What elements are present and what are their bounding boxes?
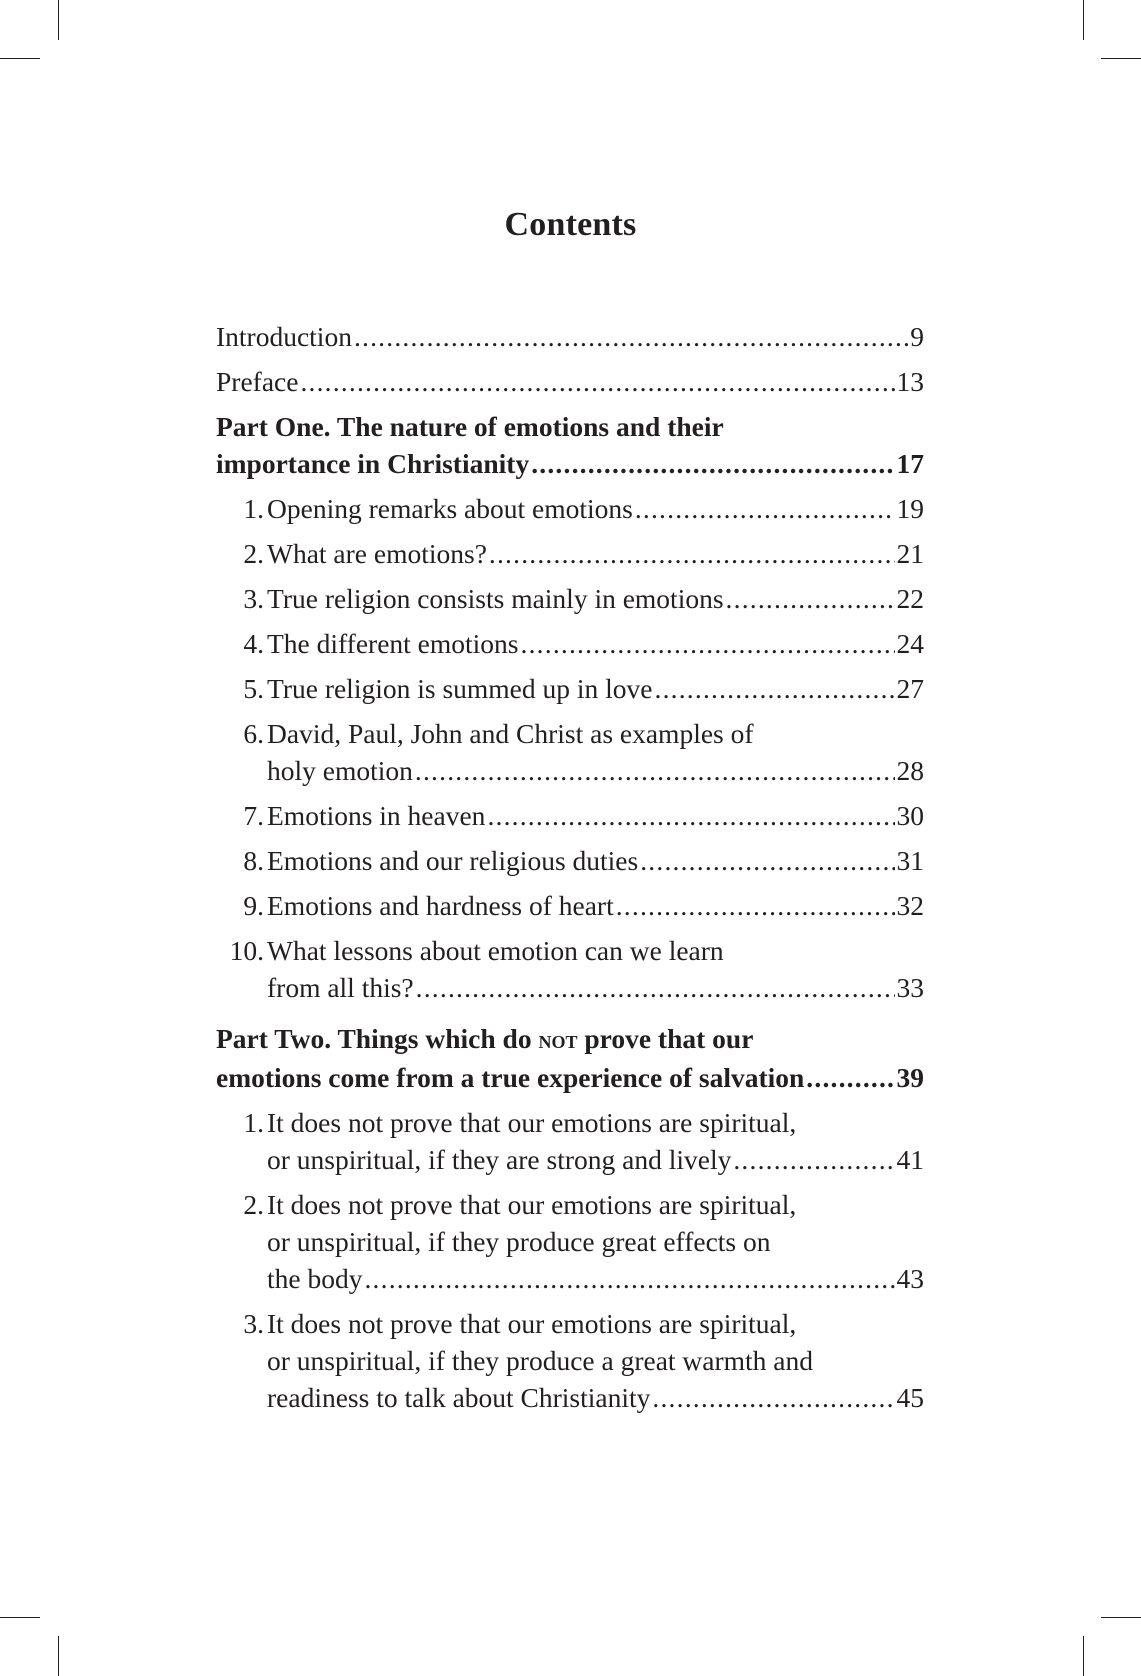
toc-chapter-2-1[interactable] — [216, 1104, 924, 1178]
toc-page-number: 17 — [896, 448, 924, 479]
toc-entry-label: True religion consists mainly in emotions — [267, 583, 724, 614]
toc-entry-label: the body — [267, 1263, 363, 1294]
toc-page-number: 13 — [896, 366, 924, 397]
chapter-number: 9. — [243, 890, 264, 921]
toc-chapter-1-4[interactable] — [216, 625, 924, 662]
toc-entry-label: What are emotions? — [267, 538, 487, 569]
dot-leader — [415, 752, 895, 789]
toc-chapter-2-3[interactable] — [216, 1305, 924, 1416]
toc-chapter-2-2[interactable] — [216, 1186, 924, 1297]
toc-entry-label-line1: What lessons about emotion can we learn — [267, 935, 724, 966]
toc-entry-label: Introduction — [216, 321, 352, 352]
crop-mark-top-right-h — [1101, 58, 1141, 59]
crop-mark-top-right — [1083, 0, 1084, 40]
toc-entry-label: The different emotions — [267, 628, 519, 659]
toc-chapter-1-10[interactable] — [216, 932, 924, 1006]
toc-entry-label: or unspiritual, if they are strong and lively — [267, 1144, 732, 1175]
toc-page-number: 19 — [896, 493, 924, 524]
chapter-number: 5. — [243, 673, 264, 704]
part-two-title-not: not — [538, 1026, 578, 1054]
toc-page-number: 27 — [896, 673, 924, 704]
crop-mark-bottom-left — [58, 1636, 59, 1676]
toc-part-title-line1 — [216, 1020, 924, 1059]
toc-entry-label: Emotions and hardness of heart — [267, 890, 614, 921]
toc-entry-label: readiness to talk about Christianity — [267, 1382, 651, 1413]
toc-entry-label-line1: It does not prove that our emotions are spiritual, — [267, 1189, 797, 1220]
crop-mark-top-left-h — [0, 58, 40, 59]
dot-leader — [416, 969, 895, 1006]
chapter-number: 3. — [243, 583, 264, 614]
part-two-title-b: prove that our — [584, 1023, 754, 1054]
toc-page-number: 31 — [896, 845, 924, 876]
toc-page-number: 41 — [896, 1144, 924, 1175]
crop-mark-bottom-right-h — [1101, 1617, 1141, 1618]
toc-chapter-1-6[interactable] — [216, 715, 924, 789]
dot-leader — [364, 1260, 894, 1297]
toc-chapter-1-7[interactable] — [216, 797, 924, 834]
dot-leader — [521, 625, 895, 662]
chapter-number: 10. — [229, 935, 264, 966]
toc-page-number: 33 — [896, 972, 924, 1003]
toc-page-number: 21 — [896, 538, 924, 569]
toc-page-number: 32 — [896, 890, 924, 921]
toc-entry-label-line1: David, Paul, John and Christ as examples of — [267, 718, 754, 749]
toc-part-title-line1: Part One. The nature of emotions and their — [216, 411, 724, 442]
chapter-number: 8. — [243, 845, 264, 876]
dot-leader — [726, 580, 895, 617]
chapter-number: 6. — [243, 718, 264, 749]
toc-part-two[interactable] — [216, 1020, 924, 1096]
toc-entry-label-line1: It does not prove that our emotions are spiritual, — [267, 1308, 797, 1339]
toc-chapter-1-1[interactable] — [216, 490, 924, 527]
toc-chapter-1-2[interactable] — [216, 535, 924, 572]
dot-leader — [655, 670, 895, 707]
toc-page-number: 45 — [896, 1382, 924, 1413]
dot-leader — [616, 887, 895, 924]
crop-mark-bottom-right — [1083, 1636, 1084, 1676]
toc-entry-label: Preface — [216, 366, 299, 397]
dot-leader — [300, 363, 894, 400]
toc-entry-label-line2: or unspiritual, if they produce a great warmth and — [267, 1345, 813, 1376]
dot-leader — [652, 1379, 894, 1416]
chapter-number: 2. — [243, 1189, 264, 1220]
toc-chapter-1-3[interactable] — [216, 580, 924, 617]
table-of-contents — [216, 318, 924, 1424]
page-title: Contents — [504, 206, 637, 243]
toc-entry-label: Emotions in heaven — [267, 800, 486, 831]
toc-entry-label: Emotions and our religious duties — [267, 845, 639, 876]
dot-leader — [733, 1141, 894, 1178]
crop-mark-bottom-left-h — [0, 1617, 40, 1618]
chapter-number: 1. — [243, 1107, 264, 1138]
chapter-number: 7. — [243, 800, 264, 831]
toc-entry-label-line2: or unspiritual, if they produce great effects on — [267, 1226, 771, 1257]
dot-leader — [531, 445, 894, 482]
toc-entry-label: True religion is summed up in love — [267, 673, 653, 704]
chapter-number: 2. — [243, 538, 264, 569]
crop-mark-top-left — [58, 0, 59, 40]
toc-page-number: 30 — [896, 800, 924, 831]
toc-part-title-line2: importance in Christianity — [216, 448, 530, 479]
chapter-number: 4. — [243, 628, 264, 659]
toc-chapter-1-9[interactable] — [216, 887, 924, 924]
toc-entry-label-line1: It does not prove that our emotions are spiritual, — [267, 1107, 797, 1138]
dot-leader — [487, 797, 894, 834]
toc-entry-label: from all this? — [267, 972, 414, 1003]
dot-leader — [806, 1059, 894, 1096]
toc-entry-label: Opening remarks about emotions — [267, 493, 633, 524]
toc-part-title-line2: emotions come from a true experience of salvation — [216, 1062, 805, 1093]
dot-leader — [635, 490, 895, 527]
chapter-number: 1. — [243, 493, 264, 524]
toc-entry-introduction[interactable] — [216, 318, 924, 355]
dot-leader — [640, 842, 894, 879]
toc-page-number: 39 — [896, 1062, 924, 1093]
toc-page-number: 43 — [896, 1263, 924, 1294]
toc-chapter-1-8[interactable] — [216, 842, 924, 879]
toc-page-number: 9 — [910, 321, 924, 352]
dot-leader — [489, 535, 895, 572]
toc-page-number: 24 — [896, 628, 924, 659]
chapter-number: 3. — [243, 1308, 264, 1339]
toc-part-one[interactable] — [216, 408, 924, 482]
part-two-title-a: Part Two. Things which do — [216, 1023, 532, 1054]
toc-chapter-1-5[interactable] — [216, 670, 924, 707]
toc-entry-preface[interactable] — [216, 363, 924, 400]
dot-leader — [354, 318, 908, 355]
toc-page-number: 22 — [896, 583, 924, 614]
toc-page-number: 28 — [896, 755, 924, 786]
toc-entry-label: holy emotion — [267, 755, 413, 786]
